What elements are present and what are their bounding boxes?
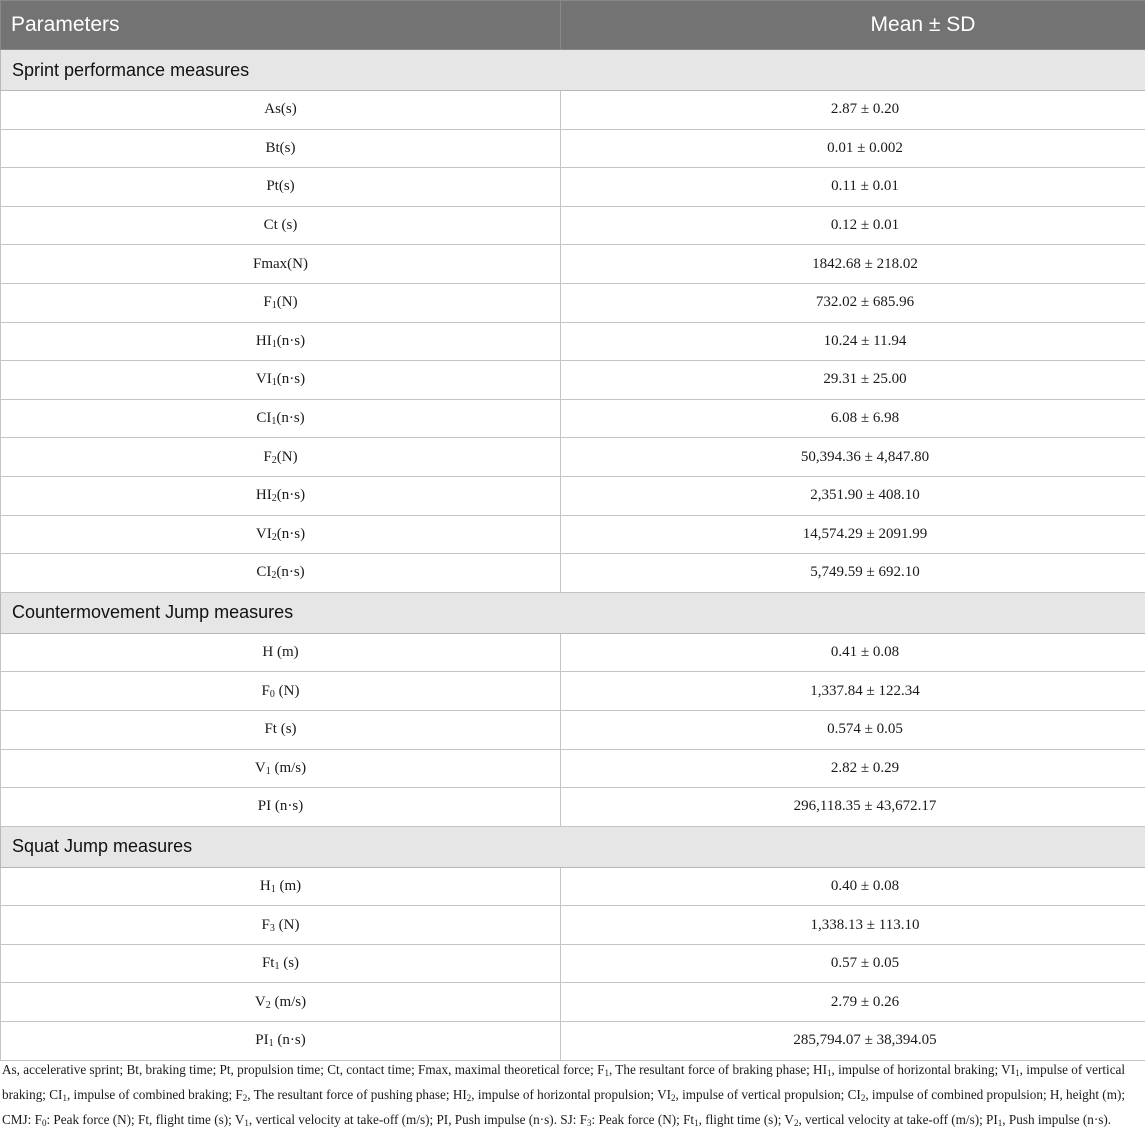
subscript: 2 (242, 1093, 248, 1103)
subscript: 2 (860, 1093, 866, 1103)
table-row (1, 672, 1145, 711)
subscript: 1 (604, 1068, 609, 1078)
text-segment: As, accelerative sprint; Bt, braking time; Pt, propulsion time; Ct, contact time; Fmax, maximal theoretical force; F (2, 1062, 605, 1077)
text-segment: Ft (261, 955, 275, 972)
subscript: 1 (268, 1038, 274, 1050)
value-cell: 0.12 ± 0.01 (561, 206, 1145, 245)
text-segment: CI (256, 410, 272, 427)
text-segment: VI (255, 525, 272, 542)
table-row (1, 749, 1145, 788)
subscript: 1 (265, 765, 271, 777)
text-segment: , vertical velocity at take-off (m/s); PI, Push impulse (n·s). SJ: F (248, 1112, 588, 1127)
table-row (1, 710, 1145, 749)
parameter-cell (1, 554, 561, 593)
table-row (1, 788, 1145, 827)
parameter-cell (1, 944, 561, 983)
text-segment: (n·s) (273, 1032, 306, 1049)
text-segment: Ct (s) (263, 217, 298, 234)
subscript: 2 (271, 454, 277, 466)
parameter-cell (1, 672, 561, 711)
text-segment: (N) (276, 448, 298, 465)
table-row (1, 633, 1145, 672)
text-segment: (m/s) (270, 759, 307, 776)
parameter-cell (1, 1022, 561, 1061)
text-segment: , The resultant force of braking phase; HI (608, 1062, 827, 1077)
subscript: 1 (274, 961, 280, 973)
text-segment: (n·s) (276, 525, 306, 542)
value-cell: 296,118.35 ± 43,672.17 (561, 788, 1145, 827)
subscript: 1 (1015, 1068, 1020, 1078)
text-segment: F (261, 916, 270, 933)
table-header-row (1, 1, 1145, 50)
table-row (1, 476, 1145, 515)
table-row (1, 91, 1145, 130)
text-segment: , impulse of horizontal propulsion; VI (471, 1087, 671, 1102)
parameter-cell (1, 361, 561, 400)
value-cell: 0.11 ± 0.01 (561, 168, 1145, 207)
text-segment: As(s) (264, 101, 297, 118)
value-cell: 1,337.84 ± 122.34 (561, 672, 1145, 711)
value-cell: 2.79 ± 0.26 (561, 983, 1145, 1022)
subscript: 2 (271, 570, 277, 582)
value-cell: 285,794.07 ± 38,394.05 (561, 1022, 1145, 1061)
table-row (1, 1022, 1145, 1061)
subscript: 1 (997, 1118, 1003, 1128)
table-row (1, 168, 1145, 207)
subscript: 3 (587, 1118, 592, 1128)
text-segment: , The resultant force of pushing phase; HI (247, 1087, 467, 1102)
text-segment: , flight time (s); V (698, 1112, 794, 1127)
section-header-row (1, 592, 1145, 633)
text-segment: (n·s) (276, 371, 306, 388)
parameter-cell (1, 206, 561, 245)
value-cell: 6.08 ± 6.98 (561, 399, 1145, 438)
parameter-cell (1, 129, 561, 168)
value-cell: 10.24 ± 11.94 (561, 322, 1145, 361)
text-segment: CI (256, 564, 272, 581)
text-segment: Pt(s) (266, 178, 295, 195)
value-cell: 29.31 ± 25.00 (561, 361, 1145, 400)
subscript: 2 (265, 999, 271, 1011)
table-row (1, 361, 1145, 400)
text-segment: Ft (s) (264, 721, 297, 738)
subscript: 1 (244, 1118, 249, 1128)
text-segment: (n·s) (276, 564, 305, 581)
parameter-cell (1, 168, 561, 207)
text-segment: , impulse of horizontal braking; VI (831, 1062, 1016, 1077)
subscript: 1 (62, 1093, 67, 1103)
table-body (1, 50, 1145, 1061)
section-title: Sprint performance measures (1, 50, 1145, 91)
subscript: 1 (271, 416, 277, 428)
text-segment: F (263, 294, 272, 311)
text-segment: : Peak force (N); Ft, flight time (s); V (46, 1112, 245, 1127)
parameter-cell (1, 515, 561, 554)
value-cell: 0.01 ± 0.002 (561, 129, 1145, 168)
table-row (1, 245, 1145, 284)
text-segment: HI (255, 332, 272, 349)
section-header-row (1, 826, 1145, 867)
subscript: 1 (271, 377, 277, 389)
table-row (1, 399, 1145, 438)
value-cell: 2.82 ± 0.29 (561, 749, 1145, 788)
subscript: 1 (271, 300, 277, 312)
text-segment: (N) (274, 916, 300, 933)
subscript: 1 (826, 1068, 832, 1078)
text-segment: PI (255, 1032, 269, 1049)
parameter-cell (1, 749, 561, 788)
table-row (1, 322, 1145, 361)
table-row (1, 906, 1145, 945)
parameter-cell (1, 91, 561, 130)
parameter-cell (1, 399, 561, 438)
value-cell: 0.574 ± 0.05 (561, 710, 1145, 749)
parameter-cell (1, 867, 561, 906)
text-segment: (m) (275, 877, 302, 894)
table-row (1, 283, 1145, 322)
parameter-cell (1, 633, 561, 672)
table-row (1, 438, 1145, 477)
text-segment: (n·s) (276, 487, 306, 504)
table-row (1, 206, 1145, 245)
value-cell: 2,351.90 ± 408.10 (561, 476, 1145, 515)
text-segment: : Peak force (N); Ft (591, 1112, 695, 1127)
value-cell: 14,574.29 ± 2091.99 (561, 515, 1145, 554)
text-segment: , impulse of vertical braking; CI (2, 1062, 1126, 1102)
parameter-cell (1, 906, 561, 945)
text-segment: H (m) (262, 644, 299, 661)
text-segment: Fmax(N) (253, 255, 308, 272)
table-row (1, 515, 1145, 554)
text-segment: (n·s) (276, 332, 306, 349)
parameter-cell (1, 476, 561, 515)
subscript: 0 (269, 688, 275, 700)
text-segment: Bt(s) (265, 139, 296, 156)
header-parameters: Parameters (1, 1, 561, 50)
subscript: 2 (466, 1093, 472, 1103)
text-segment: PI (n·s) (257, 798, 304, 815)
text-segment: (s) (279, 955, 300, 972)
parameter-cell (1, 322, 561, 361)
header-mean-sd: Mean ± SD (561, 1, 1145, 50)
text-segment: (n·s) (276, 410, 305, 427)
parameter-cell (1, 245, 561, 284)
section-header-row (1, 50, 1145, 91)
text-segment: , Push impulse (n·s). (1002, 1112, 1112, 1127)
value-cell: 1,338.13 ± 113.10 (561, 906, 1145, 945)
subscript: 2 (671, 1093, 676, 1103)
table-row (1, 867, 1145, 906)
text-segment: (N) (276, 294, 298, 311)
value-cell: 5,749.59 ± 692.10 (561, 554, 1145, 593)
text-segment: F (261, 682, 270, 699)
subscript: 1 (271, 338, 277, 350)
subscript: 1 (270, 883, 276, 895)
text-segment: VI (255, 371, 272, 388)
section-title: Countermovement Jump measures (1, 592, 1145, 633)
subscript: 1 (694, 1118, 699, 1128)
parameter-cell (1, 983, 561, 1022)
parameter-cell (1, 438, 561, 477)
value-cell: 0.57 ± 0.05 (561, 944, 1145, 983)
value-cell: 50,394.36 ± 4,847.80 (561, 438, 1145, 477)
text-segment: V (254, 759, 266, 776)
subscript: 2 (793, 1118, 799, 1128)
text-segment: , impulse of vertical propulsion; CI (675, 1087, 861, 1102)
parameter-cell (1, 788, 561, 827)
subscript: 2 (271, 493, 277, 505)
subscript: 0 (41, 1118, 47, 1128)
text-segment: , impulse of combined propulsion; H, height (m); CMJ: F (2, 1087, 1126, 1127)
text-segment: V (254, 993, 266, 1010)
table-row (1, 129, 1145, 168)
subscript: 3 (269, 922, 275, 934)
value-cell: 0.40 ± 0.08 (561, 867, 1145, 906)
section-title: Squat Jump measures (1, 826, 1145, 867)
text-segment: H (259, 877, 271, 894)
text-segment: , vertical velocity at take-off (m/s); PI (798, 1112, 998, 1127)
subscript: 2 (271, 531, 277, 543)
value-cell: 0.41 ± 0.08 (561, 633, 1145, 672)
parameter-cell (1, 283, 561, 322)
text-segment: (N) (274, 682, 300, 699)
text-segment: (m/s) (270, 993, 307, 1010)
table-row (1, 983, 1145, 1022)
value-cell: 1842.68 ± 218.02 (561, 245, 1145, 284)
table-row (1, 554, 1145, 593)
value-cell: 2.87 ± 0.20 (561, 91, 1145, 130)
value-cell: 732.02 ± 685.96 (561, 283, 1145, 322)
table-row (1, 944, 1145, 983)
parameter-cell (1, 710, 561, 749)
text-segment: HI (255, 487, 272, 504)
text-segment: , impulse of combined braking; F (66, 1087, 243, 1102)
table-footnote (2, 1059, 1142, 1134)
text-segment: F (263, 448, 272, 465)
